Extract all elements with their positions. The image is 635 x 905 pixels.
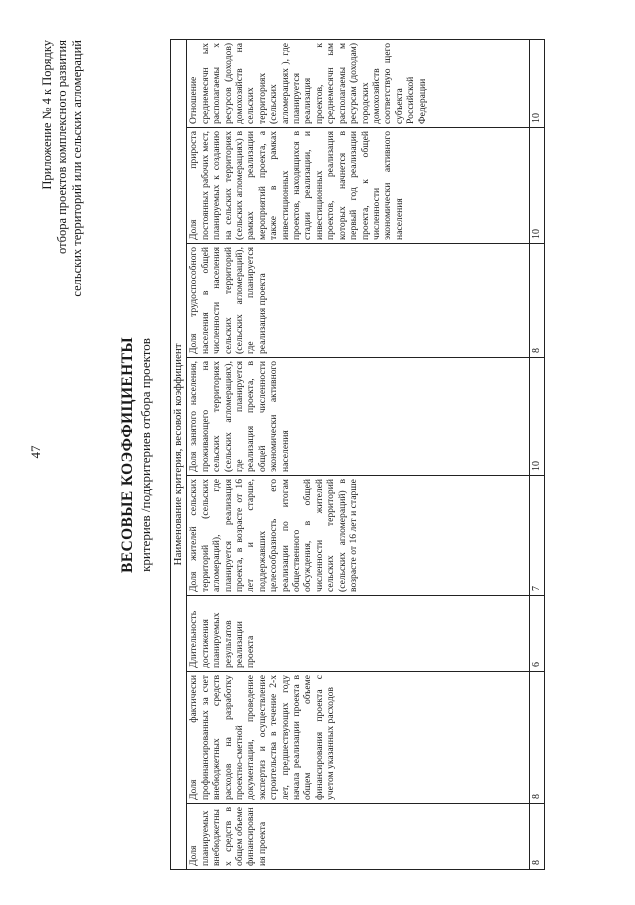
column-header: Доля трудоспособного населения в общей численности населения сельских территорий (сельских агломераций), где планируется реализация проекта [187,244,530,358]
table-header-row [187,39,530,869]
column-header: Доля фактически профинансированных за счет внебюджетных средств расходов на разработку проектно-сметной документации, проведение экспертиз и осуществление строительства в течение 2-х лет, предшествующих году начала реализации проекта в общем объеме финансирования проекта с учетом указанных расходов [187,672,530,804]
column-header: Длительность достижения планируемых результатов реализации проекта [187,596,530,672]
document-title: ВЕСОВЫЕ КОЭФФИЦИЕНТЫ [119,337,136,573]
column-header: Доля занятого населения, проживающего на сельских территориях (сельских агломерациях), где планируется реализация проекта, в общей численности экономически активного населения [187,358,530,476]
appendix-line-2: отбора проектов комплексного развития [55,40,69,254]
coefficients-table [170,39,545,870]
table-weights-row [530,39,545,869]
rotated-page-content [40,40,635,870]
appendix-line-3: сельских территорий или сельских агломераций [70,40,84,297]
column-header: Доля жителей сельских территорий (сельских агломераций), где планируется реализация проекта, в возрасте от 16 лет и старше, поддержавших целесообразность его реализации по итогам общественного обсуждения, в общей численности жителей сельских территорий (сельских агломераций) в возрасте от 16 лет и старше [187,476,530,596]
appendix-header [40,40,85,560]
weight-cell: 7 [530,476,545,596]
document-subtitle: критериев /подкритериев отбора проектов [138,338,153,572]
weight-cell: 8 [530,804,545,870]
weight-cell: 6 [530,596,545,672]
weight-cell: 8 [530,672,545,804]
weight-cell: 10 [530,128,545,244]
column-header: Доля планируемых внебюджетны х средств в общем объеме финансирован ия проекта [187,804,530,870]
weight-cell: 10 [530,39,545,127]
column-header: Отношение среднемесячн ых располагаемы х ресурсов (доходов) домохозяйств на сельских территориях (сельских агломерациях ), где планируется реализация проектов, к среднемесячн ым располагаемы м ресурсам (доходам) городских домохозяйств соответствую щего субъекта Российской Федерации [187,39,530,127]
table-group-header: Наименование критерия, весовой коэффициент [171,39,187,869]
appendix-line-1: Приложение № 4 к Порядку [40,40,54,190]
column-header: Доля прироста постоянных рабочих мест, планируемых к созданию на сельских территориях (сельских агломерациях) в рамках реализации мероприятий проекта, а также в рамках инвестиционных проектов, находящихся в стадии реализации, и инвестиционных проектов, реализация которых начнется в первый год реализации проекта, к общей численности экономически активного населения [187,128,530,244]
weight-cell: 10 [530,358,545,476]
title-block [118,40,154,870]
page-number: 47 [28,445,43,459]
weight-cell: 8 [530,244,545,358]
